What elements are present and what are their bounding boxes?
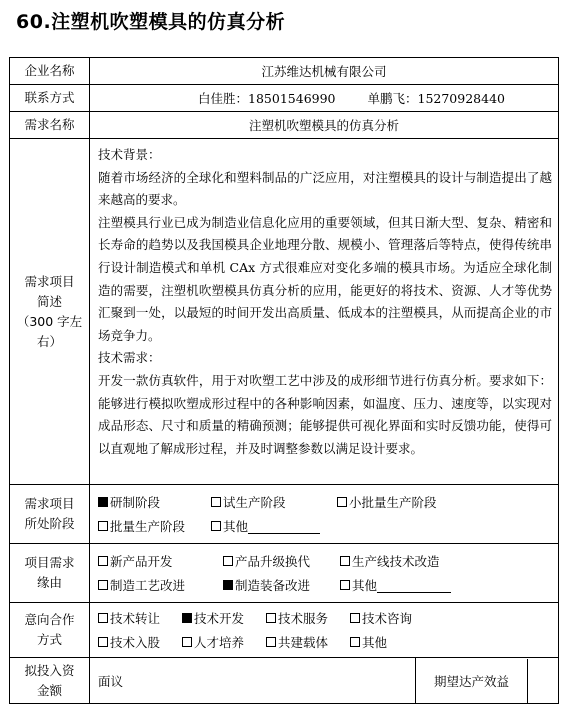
description-label-line: 右） bbox=[36, 333, 62, 349]
cooperation-row bbox=[10, 603, 559, 658]
reason-option[interactable] bbox=[340, 552, 440, 570]
other-blank-line[interactable] bbox=[248, 519, 320, 534]
contact-row bbox=[10, 85, 559, 112]
description-label-line: 需求项目 bbox=[24, 273, 75, 289]
option-label: 其他 bbox=[223, 519, 249, 534]
cooperation-label bbox=[10, 603, 90, 658]
contact-person-2: 单鹏飞：15270928440 bbox=[367, 91, 505, 106]
checkbox-icon[interactable] bbox=[182, 637, 192, 647]
reason-label-line: 项目需求 bbox=[24, 555, 75, 570]
description-label bbox=[10, 139, 90, 485]
description-text bbox=[90, 139, 559, 485]
requirement-form-table bbox=[9, 57, 559, 704]
reason-label bbox=[10, 544, 90, 603]
tech-background-heading: 技术背景： bbox=[98, 147, 161, 162]
stage-label-line: 所处阶段 bbox=[24, 516, 75, 531]
option-label: 试生产阶段 bbox=[223, 495, 286, 510]
contact-value bbox=[90, 85, 559, 112]
company-value: 江苏维达机械有限公司 bbox=[90, 58, 559, 85]
reason-option[interactable] bbox=[223, 552, 340, 570]
checkbox-icon[interactable] bbox=[98, 556, 108, 566]
option-label: 新产品开发 bbox=[110, 554, 173, 569]
checkbox-icon[interactable] bbox=[223, 556, 233, 566]
reason-option[interactable] bbox=[98, 552, 223, 570]
stage-row bbox=[10, 485, 559, 544]
description-paragraph: 开发一款仿真软件，用于对吹塑工艺中涉及的成形细节进行仿真分析。要求如下：能够进行模拟吹塑成形过程中的各种影响因素，如温度、压力、速度等，以实现对成品形态、尺寸和质量的精确预测；能够提供可视化界面和实时反馈功能，使得可以直观地了解成形过程，并及时调整参数以满足设计要求。 bbox=[98, 372, 553, 456]
cooperation-option[interactable] bbox=[266, 633, 350, 651]
checkbox-icon[interactable] bbox=[211, 521, 221, 531]
cooperation-options bbox=[90, 603, 559, 658]
company-row bbox=[10, 58, 559, 85]
option-label: 人才培养 bbox=[194, 635, 245, 650]
cooperation-option[interactable] bbox=[98, 633, 182, 651]
tech-need-heading: 技术需求： bbox=[98, 350, 161, 366]
reason-option[interactable] bbox=[223, 576, 340, 594]
checkbox-icon[interactable] bbox=[266, 613, 276, 623]
option-label: 制造装备改进 bbox=[235, 578, 311, 593]
need-name-value: 注塑机吹塑模具的仿真分析 bbox=[90, 112, 559, 139]
checkbox-icon[interactable] bbox=[98, 637, 108, 647]
option-label: 批量生产阶段 bbox=[110, 519, 186, 534]
contact-label: 联系方式 bbox=[10, 85, 90, 112]
checkbox-icon[interactable] bbox=[182, 613, 192, 623]
checkbox-icon[interactable] bbox=[337, 497, 347, 507]
option-label: 技术咨询 bbox=[362, 611, 413, 626]
checkbox-icon[interactable] bbox=[98, 521, 108, 531]
description-label-line: 简述 bbox=[36, 293, 62, 309]
reason-options bbox=[90, 544, 559, 603]
stage-option[interactable] bbox=[98, 493, 211, 511]
option-label: 技术开发 bbox=[194, 611, 245, 626]
cooperation-option[interactable] bbox=[182, 609, 266, 627]
cooperation-label-line: 方式 bbox=[36, 632, 62, 647]
company-label: 企业名称 bbox=[10, 58, 90, 85]
investment-value: 面议 bbox=[90, 658, 416, 704]
checkbox-icon[interactable] bbox=[98, 613, 108, 623]
option-label: 研制阶段 bbox=[110, 495, 161, 510]
option-label: 技术转让 bbox=[110, 611, 161, 626]
investment-row bbox=[10, 658, 559, 704]
checkbox-icon[interactable] bbox=[211, 497, 221, 507]
option-label: 共建载体 bbox=[278, 635, 329, 650]
checkbox-icon[interactable] bbox=[350, 613, 360, 623]
option-label: 生产线技术改造 bbox=[352, 554, 440, 569]
description-label-line: （300 字左 bbox=[16, 313, 83, 329]
checkbox-icon[interactable] bbox=[340, 580, 350, 590]
cooperation-option[interactable] bbox=[98, 609, 182, 627]
checkbox-icon[interactable] bbox=[266, 637, 276, 647]
stage-label bbox=[10, 485, 90, 544]
option-label: 小批量生产阶段 bbox=[349, 495, 437, 510]
stage-option[interactable] bbox=[211, 517, 320, 535]
benefit-cell bbox=[416, 658, 559, 704]
reason-row bbox=[10, 544, 559, 603]
reason-label-line: 缘由 bbox=[36, 575, 62, 590]
stage-options bbox=[90, 485, 559, 544]
other-blank-line[interactable] bbox=[377, 578, 451, 593]
checkbox-icon[interactable] bbox=[340, 556, 350, 566]
checkbox-icon[interactable] bbox=[223, 580, 233, 590]
investment-label bbox=[10, 658, 90, 704]
investment-label-line: 拟投入资 bbox=[24, 662, 75, 678]
option-label: 技术入股 bbox=[110, 635, 161, 650]
cooperation-option[interactable] bbox=[350, 633, 387, 651]
cooperation-label-line: 意向合作 bbox=[24, 612, 75, 627]
cooperation-option[interactable] bbox=[182, 633, 266, 651]
cooperation-option[interactable] bbox=[350, 609, 412, 627]
stage-option[interactable] bbox=[337, 493, 437, 511]
benefit-value[interactable] bbox=[528, 659, 558, 703]
reason-option[interactable] bbox=[340, 576, 451, 594]
option-label: 技术服务 bbox=[278, 611, 329, 626]
need-name-row bbox=[10, 112, 559, 139]
description-paragraph: 随着市场经济的全球化和塑料制品的广泛应用，对注塑模具的设计与制造提出了越来越高的要求。 bbox=[98, 169, 553, 208]
option-label: 产品升级换代 bbox=[235, 554, 311, 569]
stage-option[interactable] bbox=[211, 493, 337, 511]
investment-label-line: 金额 bbox=[36, 682, 62, 698]
page-title: 60.注塑机吹塑模具的仿真分析 bbox=[16, 11, 286, 33]
description-paragraph: 注塑模具行业已成为制造业信息化应用的重要领域，但其日渐大型、复杂、精密和长寿命的趋势以及我国模具企业地理分散、规模小、管理落后等特点，使得传统串行设计制造模式和单机 CAx 方式很难应对变化多端的模具市场。为适应全球化制造的需要，注塑机吹塑模具仿真分析的应用，能更好的将技术、资源、人才等优势汇聚到一处，以最短的时间开发出高质量、低成本的注塑模具，从而提高企业的市场竞争力。 bbox=[98, 214, 553, 343]
option-label: 制造工艺改进 bbox=[110, 578, 186, 593]
reason-option[interactable] bbox=[98, 576, 223, 594]
description-row bbox=[10, 139, 559, 485]
benefit-label: 期望达产效益 bbox=[416, 659, 528, 703]
option-label: 其他 bbox=[362, 635, 388, 650]
cooperation-option[interactable] bbox=[266, 609, 350, 627]
stage-option[interactable] bbox=[98, 517, 211, 535]
checkbox-icon[interactable] bbox=[98, 580, 108, 590]
need-name-label: 需求名称 bbox=[10, 112, 90, 139]
checkbox-icon[interactable] bbox=[98, 497, 108, 507]
contact-person-1: 白佳胜：18501546990 bbox=[198, 91, 336, 106]
checkbox-icon[interactable] bbox=[350, 637, 360, 647]
option-label: 其他 bbox=[352, 578, 378, 593]
stage-label-line: 需求项目 bbox=[24, 496, 75, 511]
